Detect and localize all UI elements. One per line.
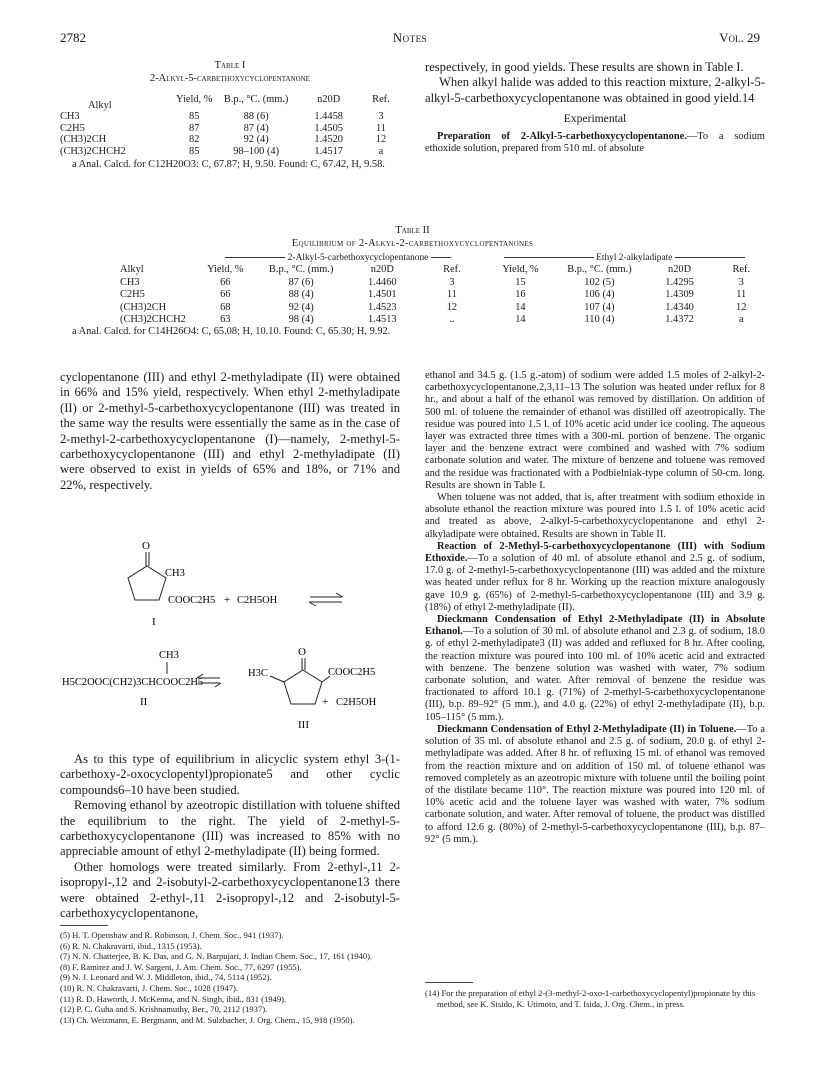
value-cell: 87	[189, 122, 200, 134]
column-header: n20D	[370, 264, 394, 276]
value-cell: 98 (4)	[288, 314, 314, 326]
group-header: Ethyl 2-alkyladipate	[484, 252, 766, 264]
alkyl-cell: C2H5	[120, 289, 145, 301]
value-cell: 12	[736, 301, 747, 313]
table-row	[60, 146, 400, 158]
alkyl-cell: (CH3)2CHCH2	[60, 145, 126, 157]
column-header: B.p., °C. (mm.)	[268, 264, 334, 276]
page-number: 2782	[60, 30, 86, 45]
value-cell: 1.4340	[665, 301, 694, 313]
value-cell: 1.4513	[368, 314, 397, 326]
reference-entry: (6) R. N. Chakravarti, ibid., 1315 (1953).	[60, 940, 202, 951]
value-cell: 98–100 (4)	[233, 145, 280, 157]
table-row	[60, 134, 400, 146]
value-cell: 3	[449, 276, 455, 288]
reference-entry: (8) F. Ramirez and J. W. Sargent, J. Am. Chem. Soc., 77, 6297 (1955).	[60, 961, 302, 972]
value-cell: 11	[375, 122, 386, 134]
ethanol-label: C2H5OH	[336, 697, 377, 708]
reference-entry: (11) R. D. Haworth, J. McKenna, and N. Singh, ibid., 831 (1949).	[60, 993, 287, 1004]
value-cell: 1.4501	[368, 289, 397, 301]
compound-label: II	[140, 696, 148, 708]
table-row	[60, 111, 400, 123]
alkyl-cell: CH3	[120, 276, 140, 288]
volume-label: Vol. 29	[719, 30, 760, 45]
paragraph: cyclopentanone (III) and ethyl 2-methyladipate (II) were obtained in 66% and 15% yield, respectively. When ethyl 2-methyladipate (II) or 2-methyl-5-carbethoxycyclopentanone (III) was treated in the same way the results were essentially the same as in the case of 2-methyl-2-carbethoxycyclopentanone (I)—namely, 2-methyl-5-carbethoxycyclopentanone (III) and ethyl 2-methyladipate (II) were observed to exist in yields of 65% and 18%, or 71% and 22%, respectively.	[60, 370, 400, 492]
table-1	[60, 88, 400, 158]
value-cell: 14	[515, 301, 526, 313]
column-header: n20D	[668, 264, 692, 276]
column-header: Alkyl	[120, 264, 144, 276]
value-cell: 16	[515, 289, 526, 301]
value-cell: 107 (4)	[584, 301, 615, 313]
table-2-footnote: a Anal. Calcd. for C14H26O4: C, 65.08; H, 10.10. Found: C, 65.30; H, 9.92.	[72, 326, 391, 338]
oxygen-label: O	[142, 540, 150, 552]
value-cell: 68	[220, 301, 231, 313]
table-2-title: Equilibrium of 2-Alkyl-2-carbethoxycyclopentanones	[291, 237, 534, 249]
paragraph: Reaction of 2-Methyl-5-carbethoxycyclopentanone (III) with Sodium Ethoxide.—To a solution of 40 ml. of absolute ethanol and 2.5 g. of sodium, 17.0 g. of 2-methyl-5-carbethoxycyclopentanone (III) was added and the mixture was heated under reflux for 8 hr. Working up the reaction mixture analogously gave 10.9 g. (65%) of 2-methyl-5-carbethoxycyclopentanone (III) and 3.9 g. (18%) of ethyl 2-methyladipate (II).	[425, 540, 765, 613]
value-cell: 1.4505	[314, 122, 343, 134]
left-body-bottom	[60, 752, 400, 921]
table-row	[60, 314, 765, 326]
alkyl-cell: (CH3)2CHCH2	[120, 314, 186, 326]
footnote-rule	[425, 982, 473, 983]
right-body	[425, 370, 765, 846]
value-cell: 15	[515, 276, 526, 288]
running-header	[60, 30, 760, 46]
table-header-row	[60, 264, 765, 276]
column-header: B.p., °C. (mm.)	[567, 264, 632, 276]
value-cell: 3	[738, 276, 744, 288]
reference-entry: (12) P. C. Guha and S. Krishnamuthy, Ber., 70, 2112 (1937).	[60, 1004, 268, 1015]
column-header: Ref.	[372, 93, 390, 105]
references-list	[60, 930, 400, 1025]
methyl-label: CH3	[159, 650, 179, 661]
plus-sign: +	[322, 696, 329, 708]
group-header: 2-Alkyl-5-carbethoxycyclopentanone	[193, 252, 484, 264]
table-row	[60, 123, 400, 135]
paragraph: Dieckmann Condensation of Ethyl 2-Methyladipate (II) in Toluene.—To a solution of 35 ml. of absolute ethanol and 2.5 g. of sodium, 20.0 g. of ethyl 2-methyladipate was added. After 8 hr. of refluxing 15 ml. of ethanol was removed from the reaction mixture and on addition of 150 ml. of toluene ethanol was removed completely as an azeotropic mixture with toluene until the boiling point of the distilate became 110°. The reaction mixture was poured into 120 ml. of 10% acetic acid and the toluene layer was washed with water, 7% sodium carbonate solution, and water. After removal of toluene, the product was distilled to afford 12.6 g. (80%) of 2-methyl-5-carbethoxycyclopentanone (III), b.p. 87–92° (5 mm.).	[425, 723, 765, 845]
experimental-heading: Experimental	[563, 112, 627, 126]
methyl-label: CH3	[165, 568, 185, 579]
paragraph: ethanol and 34.5 g. (1.5 g.-atom) of sodium were added 1.5 moles of 2-alkyl-2-carbethoxycyclopentanone.2,3,11–13 The solution was heated under reflux for 8 hr., and about a half of the ethanol was removed by distillation. On addition of 500 ml. of toluene the remainder of ethanol was distilled off azeotropically. The residue was poured into 1.5 l. of 10% acetic acid under ice cooling. The aqueous layer was extracted three times with a 300-ml. portion of benzene. The organic layer and the benzene extract were combined and washed with 7% sodium carbonate solution and water. The mixture of benzene and toluene was removed and the residue was fractionated with a Podbielniak-type column of 50-cm. long. Results are shown in Table I.	[425, 370, 765, 491]
value-cell: 1.4372	[665, 314, 694, 326]
value-cell: ..	[449, 314, 455, 326]
value-cell: 102 (5)	[584, 276, 615, 288]
table-header-row	[60, 88, 400, 111]
column-header: Alkyl	[88, 99, 112, 111]
value-cell: 1.4295	[665, 276, 694, 288]
column-header: n20D	[317, 93, 341, 105]
ethanol-label: C2H5OH	[237, 595, 278, 606]
footnote-entry: (14) For the preparation of ethyl 2-(3-methyl-2-oxo-1-carbethoxycyclopentyl)propionate by this method, see K. Sisido, K. Utimoto, and T. Isida, J. Org. Chem., in press.	[425, 988, 756, 1009]
table-row	[60, 289, 765, 301]
column-header: B.p., °C. (mm.)	[223, 93, 289, 105]
alkyl-cell: (CH3)2CH	[120, 301, 167, 313]
value-cell: a	[378, 145, 384, 157]
value-cell: 85	[189, 145, 200, 157]
plus-sign: +	[224, 594, 231, 606]
table-1-block	[60, 60, 400, 171]
compound-3	[248, 646, 377, 731]
value-cell: 66	[220, 289, 231, 301]
reference-entry: (5) H. T. Openshaw and R. Robinson, J. Chem. Soc., 941 (1937).	[60, 930, 284, 940]
group-header-row	[60, 252, 765, 264]
table-2	[60, 252, 765, 326]
ester-label: COOC2H5	[328, 667, 376, 678]
column-header: Ref.	[732, 264, 751, 276]
table-1-label: Table I	[214, 60, 246, 71]
value-cell: 12	[375, 134, 387, 146]
compound-label: III	[298, 719, 309, 731]
footnote-14	[425, 988, 765, 1009]
value-cell: 87 (6)	[288, 276, 314, 288]
paragraph: When alkyl halide was added to this reaction mixture, 2-alkyl-5-alkyl-5-carbethoxycyclopentanone was obtained in good yield.14	[425, 75, 765, 105]
value-cell: 3	[378, 111, 384, 123]
adipate-formula: H5C2OOC(CH2)3CHCOOC2H5	[62, 677, 204, 688]
paragraph: When toluene was not added, that is, after treatment with sodium ethoxide in absolute ethanol the reaction mixture was poured into 1.5 l. of 10% acetic acid and treated as above, 2-alkyl-5-carbethoxycyclopentanone and ethyl 2-alkyladipate were obtained. Results are shown in Table II.	[425, 492, 765, 540]
value-cell: 63	[220, 314, 231, 326]
reaction-scheme	[60, 540, 400, 660]
value-cell: 88 (4)	[288, 289, 314, 301]
value-cell: 11	[736, 289, 747, 301]
right-top-block	[425, 60, 765, 156]
compound-label: I	[152, 616, 156, 628]
compound-1	[128, 540, 278, 628]
value-cell: 12	[446, 301, 458, 313]
paragraph: As to this type of equilibrium in alicyclic system ethyl 3-(1-carbethoxy-2-oxocyclopentyl)propionate5 and other cyclic compounds6–10 have been studied.	[60, 752, 400, 797]
paragraph: respectively, in good yields. These results are shown in Table I.	[425, 60, 744, 74]
table-1-footnote: a Anal. Calcd. for C12H20O3: C, 67.87; H, 9.50. Found: C, 67.42, H, 9.58.	[72, 158, 385, 170]
value-cell: 110 (4)	[584, 314, 615, 326]
ester-label: COOC2H5	[168, 595, 216, 606]
methyl-label: H3C	[248, 668, 268, 679]
paragraph: Dieckmann Condensation of Ethyl 2-Methyladipate (II) in Absolute Ethanol.—To a solution of 30 ml. of absolute ethanol and 2.3 g. of sodium, 18.0 g. of ethyl 2-methyladipate3 (II) was added and refluxed for 8 hr. After cooling, the reaction mixture was poured into 100 ml. of 10% acetic acid and extracted with benzene. The benzene solution was washed with water, 7% sodium carbonate solution, and water. After removal of benzene the residue was fractionated to afford 10.1 g. (71%) of 2-methyl-5-carbethoxycyclopentanone (III), b.p. 89–92° (5 mm.), and 4.0 g. (22%) of ethyl 2-methyladipate (II), b.p. 105–115° (5 mm.).	[425, 614, 765, 723]
value-cell: 1.4458	[314, 111, 343, 123]
oxygen-label: O	[298, 646, 306, 658]
reference-entry: (7) N. N. Chatterjee, B. K. Das, and G. N. Barpujari, J. Indian Chem. Soc., 17, 161 (1940).	[60, 951, 373, 962]
reaction-scheme-drawing	[60, 540, 400, 660]
value-cell: 66	[220, 276, 231, 288]
value-cell: 106 (4)	[584, 289, 615, 301]
value-cell: 11	[446, 289, 457, 301]
footnote-rule	[60, 925, 108, 926]
value-cell: 87 (4)	[243, 122, 269, 134]
section-title: Notes	[392, 30, 428, 45]
value-cell: a	[738, 314, 744, 326]
value-cell: 1.4309	[665, 289, 694, 301]
value-cell: 1.4523	[368, 301, 397, 313]
reference-entry: (9) N. J. Leonard and W. J. Middleton, ibid., 74, 5114 (1952).	[60, 972, 272, 983]
column-header: Ref.	[443, 264, 461, 276]
left-body-top	[60, 370, 400, 493]
alkyl-cell: C2H5	[60, 122, 85, 134]
paragraph: Preparation of 2-Alkyl-5-carbethoxycyclopentanone.—To a sodium ethoxide solution, prepared from 510 ml. of absolute	[425, 131, 765, 155]
table-row	[60, 277, 765, 289]
table-row	[60, 302, 765, 314]
value-cell: 1.4517	[314, 145, 343, 157]
table-1-title: 2-Alkyl-5-carbethoxycyclopentanone	[150, 72, 310, 84]
value-cell: 1.4460	[368, 276, 397, 288]
table-2-label: Table II	[395, 225, 430, 236]
paragraph: Removing ethanol by azeotropic distillation with toluene shifted the equilibrium to the right. The yield of 2-methyl-5-carbethoxycyclopentanone (III) was increased to 85% with no appreciable amount of ethyl 2-methyladipate (II) being formed.	[60, 798, 400, 859]
reaction-scheme-drawing-2	[60, 645, 400, 755]
table-2-block	[60, 225, 765, 339]
column-header: Yield, %	[502, 264, 539, 276]
reference-entry: (13) Ch. Weizmann, E. Bergmann, and M. Sulzbacher, J. Org. Chem., 15, 918 (1950).	[60, 1014, 355, 1025]
column-header: Yield, %	[207, 264, 244, 276]
paragraph: Other homologs were treated similarly. From 2-ethyl-,11 2-isopropyl-,12 and 2-isobutyl-2-carbethoxycyclopentanone13 there were obtained 2-ethyl-,11 2-isopropyl-,12 and 2-isobutyl-5-carbethoxycyclopentanone,	[60, 859, 400, 921]
value-cell: 1.4520	[314, 134, 343, 146]
value-cell: 82	[189, 134, 200, 146]
value-cell: 85	[189, 111, 200, 123]
reference-entry: (10) R. N. Chakravarti, J. Chem. Soc., 1028 (1947).	[60, 982, 239, 993]
value-cell: 92 (4)	[243, 134, 269, 146]
equilibrium-arrow-icon	[309, 593, 343, 606]
alkyl-cell: (CH3)2CH	[60, 134, 107, 146]
reaction-scheme-2	[60, 645, 400, 755]
value-cell: 88 (6)	[243, 111, 269, 123]
value-cell: 14	[515, 314, 526, 326]
alkyl-cell: CH3	[60, 111, 80, 123]
column-header: Yield, %	[176, 93, 213, 105]
compound-2	[62, 650, 203, 708]
value-cell: 92 (4)	[288, 301, 314, 313]
